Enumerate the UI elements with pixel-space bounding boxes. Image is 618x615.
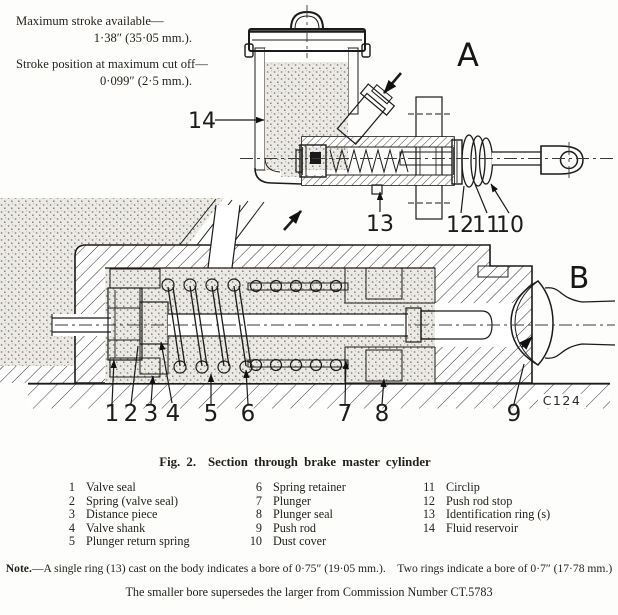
callout-2: 2 [123,401,139,427]
part-item [55,535,190,549]
part-name: Distance piece [86,507,158,521]
supersession-note: The smaller bore supersedes the larger from Commission Number CT.5783 [125,585,493,599]
part-name: Dust cover [273,534,327,548]
part-item [55,508,190,522]
inlet-arrow [384,73,401,93]
part-item [242,495,346,509]
fluid-reservoir [255,48,358,184]
parts-column-2 [242,481,346,549]
part-name: Valve seal [86,480,136,494]
part-number: 3 [68,507,75,521]
reservoir-wall-right [348,48,358,114]
figure-number: Fig. 2. [159,455,197,469]
part-name: Identification ring (s) [446,507,551,521]
part-name: Valve shank [86,520,146,535]
part-item [242,535,346,549]
part-number: 11 [423,480,435,494]
part-name: Circlip [446,480,480,494]
part-item [242,522,346,536]
callout-11: 11 [472,213,500,238]
figure-caption [0,455,604,470]
note-body: —A single ring (13) cast on the body indicates a bore of 0·75″ (19·05 mm.). Two rings indicate a bore of 0·7″ (17·78 mm.) [31,562,613,575]
callout-14: 14 [188,109,216,134]
view-a-label: A [457,36,479,74]
part-name: Spring retainer [273,480,346,494]
part-number: 1 [68,480,75,494]
reservoir-wall-left [255,48,265,170]
callout-4: 4 [165,401,181,427]
part-item [415,495,550,509]
part-item [242,481,346,495]
figure-title: Section through brake master cylinder [208,455,431,469]
part-number: 13 [422,507,435,521]
parts-column-3 [415,481,550,535]
part-name: Plunger [273,493,311,508]
part-item [415,481,550,495]
part-name: Plunger return spring [86,534,190,548]
callout-6: 6 [240,401,256,427]
max-stroke-label: Maximum stroke available— [16,14,164,28]
part-name: Fluid reservoir [446,520,519,535]
part-number: 5 [68,534,75,548]
body-wedge [0,366,75,383]
callout-10: 10 [496,213,524,238]
part-number: 7 [255,493,262,508]
callout-9: 9 [506,401,522,427]
reservoir-fluid [265,62,348,170]
callout-8: 8 [374,401,390,427]
part-item [415,522,550,536]
part-number: 4 [68,520,75,535]
part-number: 10 [249,534,262,548]
callout-3: 3 [143,401,159,427]
part-number: 6 [255,480,262,494]
part-item [242,508,346,522]
note-line [0,562,618,575]
part-item [55,495,190,509]
part-number: 8 [255,507,262,521]
part-name: Push rod stop [446,493,513,508]
part-item [55,481,190,495]
dust-cover [471,136,485,186]
part-name: Plunger seal [273,507,333,521]
part-number: 12 [422,493,435,508]
push-rod-end [452,135,583,187]
part-number: 9 [255,520,262,535]
callout-7: 7 [337,401,353,427]
view-a-assembly [188,5,615,238]
view-b-label: B [568,261,590,296]
part-item [55,522,190,536]
stroke-position-label: Stroke position at maximum cut off— [16,56,208,71]
part-name: Spring (valve seal) [86,493,179,508]
dust-boot-bottom [545,344,615,358]
callout-5: 5 [203,401,219,427]
filler-cap [245,5,370,58]
part-number: 2 [68,493,75,508]
callout-13: 13 [366,212,394,237]
part-number: 14 [422,520,435,535]
part-item [415,508,550,522]
section-b-arrow [284,211,301,230]
stroke-position-value: 0·099″ (2·5 mm.). [100,74,192,89]
part-name: Push rod [273,520,317,535]
max-stroke-value: 1·38″ (35·05 mm.). [93,31,192,46]
valve-cap-detail [310,152,321,164]
callout-1: 1 [104,401,120,427]
push-rod-eye [541,146,583,174]
callout-12: 12 [446,213,474,238]
parts-column-1 [55,481,190,549]
note-label: Note. [5,562,32,575]
plate-code: C124 [542,393,582,408]
